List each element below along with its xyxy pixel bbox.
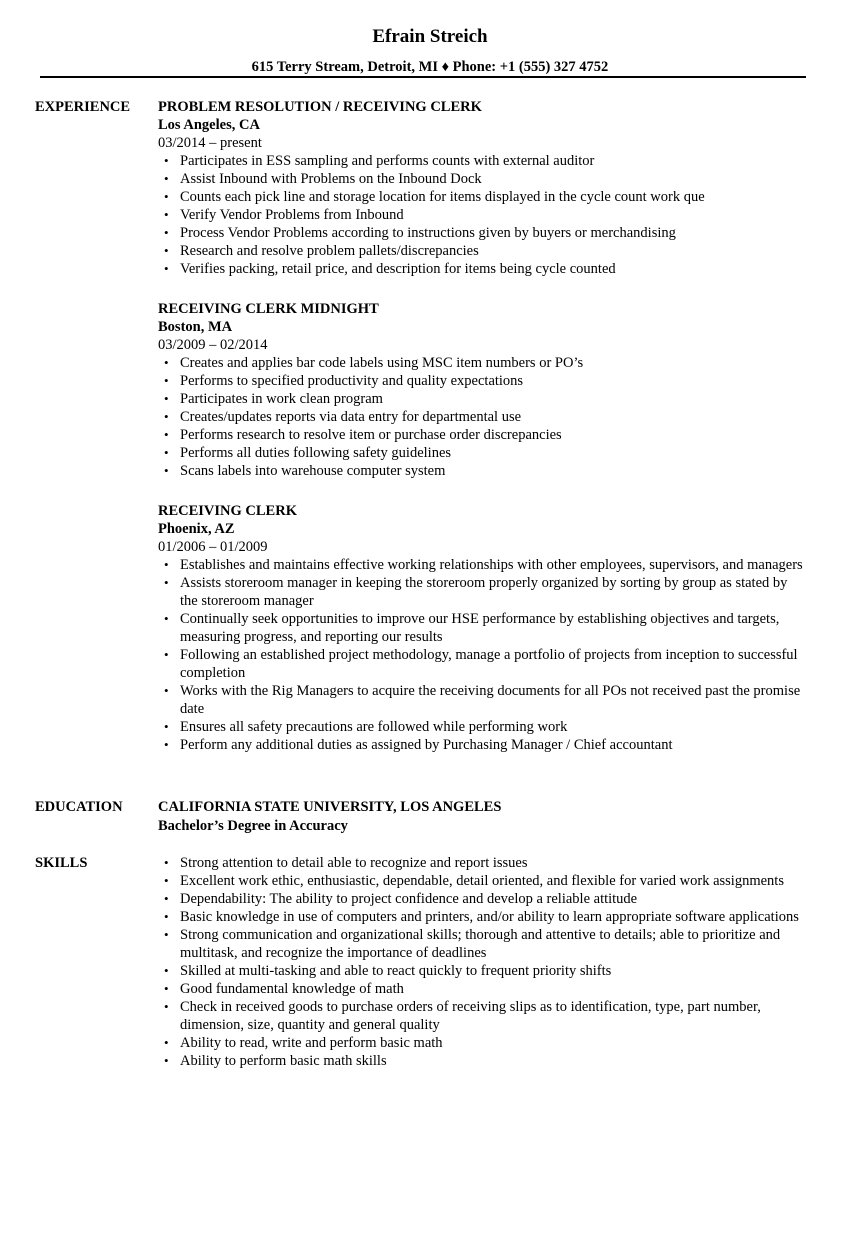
job-dates: 03/2009 – 02/2014 <box>158 337 268 353</box>
skills-list <box>158 854 808 1070</box>
job-title: PROBLEM RESOLUTION / RECEIVING CLERK <box>158 99 482 115</box>
list-item: • Creates/updates reports via data entry for departmental use <box>158 408 808 426</box>
list-item: • Establishes and maintains effective working relationships with other employees, supervisors, and managers <box>158 556 808 574</box>
job-location: Phoenix, AZ <box>158 521 235 537</box>
job-dates: 01/2006 – 01/2009 <box>158 539 268 555</box>
list-item: • Check in received goods to purchase orders of receiving slips as to identification, type, part number, dimension, size, quantity and general quality <box>158 998 808 1034</box>
job-title: RECEIVING CLERK MIDNIGHT <box>158 301 379 317</box>
job-entry <box>158 502 808 754</box>
list-item: • Participates in work clean program <box>158 390 808 408</box>
list-item: • Strong attention to detail able to recognize and report issues <box>158 854 808 872</box>
list-item: • Continually seek opportunities to improve our HSE performance by establishing objectives and targets, measuring progress, and reporting our results <box>158 610 808 646</box>
list-item: • Dependability: The ability to project confidence and develop a reliable attitude <box>158 890 808 908</box>
list-item: • Performs research to resolve item or purchase order discrepancies <box>158 426 808 444</box>
section-label-skills: SKILLS <box>35 855 88 871</box>
section-label-experience: EXPERIENCE <box>35 99 131 115</box>
list-item: • Skilled at multi-tasking and able to react quickly to frequent priority shifts <box>158 962 808 980</box>
list-item: • Excellent work ethic, enthusiastic, dependable, detail oriented, and flexible for varied work assignments <box>158 872 808 890</box>
header-divider <box>40 76 806 78</box>
list-item: • Verifies packing, retail price, and description for items being cycle counted <box>158 260 808 278</box>
contact-line: 615 Terry Stream, Detroit, MI ♦ Phone: +1 (555) 327 4752 <box>251 59 609 75</box>
job-entry <box>158 98 808 278</box>
education-body <box>158 798 808 836</box>
job-entry <box>158 300 808 480</box>
job-dates: 03/2014 – present <box>158 135 262 151</box>
list-item: • Scans labels into warehouse computer system <box>158 462 808 480</box>
list-item: • Following an established project methodology, manage a portfolio of projects from inception to successful completion <box>158 646 808 682</box>
experience-body <box>158 98 808 776</box>
list-item: • Good fundamental knowledge of math <box>158 980 808 998</box>
school-name: CALIFORNIA STATE UNIVERSITY, LOS ANGELES <box>158 799 502 815</box>
skills-body <box>158 854 808 1070</box>
job-location: Boston, MA <box>158 319 233 335</box>
degree: Bachelor’s Degree in Accuracy <box>158 818 348 834</box>
list-item: • Participates in ESS sampling and performs counts with external auditor <box>158 152 808 170</box>
list-item: • Strong communication and organizational skills; thorough and attentive to details; able to prioritize and multitask, and recognize the importance of deadlines <box>158 926 808 962</box>
list-item: • Process Vendor Problems according to instructions given by buyers or merchandising <box>158 224 808 242</box>
job-location: Los Angeles, CA <box>158 117 260 133</box>
list-item: • Performs all duties following safety guidelines <box>158 444 808 462</box>
job-bullet-list <box>158 354 808 480</box>
list-item: • Performs to specified productivity and quality expectations <box>158 372 808 390</box>
section-label-education: EDUCATION <box>35 799 123 815</box>
candidate-name: Efrain Streich <box>372 26 488 47</box>
list-item: • Ability to perform basic math skills <box>158 1052 808 1070</box>
list-item: • Assists storeroom manager in keeping the storeroom properly organized by sorting by group as stated by the storeroom manager <box>158 574 808 610</box>
list-item: • Works with the Rig Managers to acquire the receiving documents for all POs not received past the promise date <box>158 682 808 718</box>
job-bullet-list <box>158 152 808 278</box>
list-item: • Research and resolve problem pallets/discrepancies <box>158 242 808 260</box>
list-item: • Ensures all safety precautions are followed while performing work <box>158 718 808 736</box>
list-item: • Perform any additional duties as assigned by Purchasing Manager / Chief accountant <box>158 736 808 754</box>
job-bullet-list <box>158 556 808 754</box>
job-title: RECEIVING CLERK <box>158 503 297 519</box>
list-item: • Ability to read, write and perform basic math <box>158 1034 808 1052</box>
list-item: • Assist Inbound with Problems on the Inbound Dock <box>158 170 808 188</box>
list-item: • Creates and applies bar code labels using MSC item numbers or PO’s <box>158 354 808 372</box>
list-item: • Verify Vendor Problems from Inbound <box>158 206 808 224</box>
list-item: • Basic knowledge in use of computers and printers, and/or ability to learn appropriate software applications <box>158 908 808 926</box>
list-item: • Counts each pick line and storage location for items displayed in the cycle count work que <box>158 188 808 206</box>
